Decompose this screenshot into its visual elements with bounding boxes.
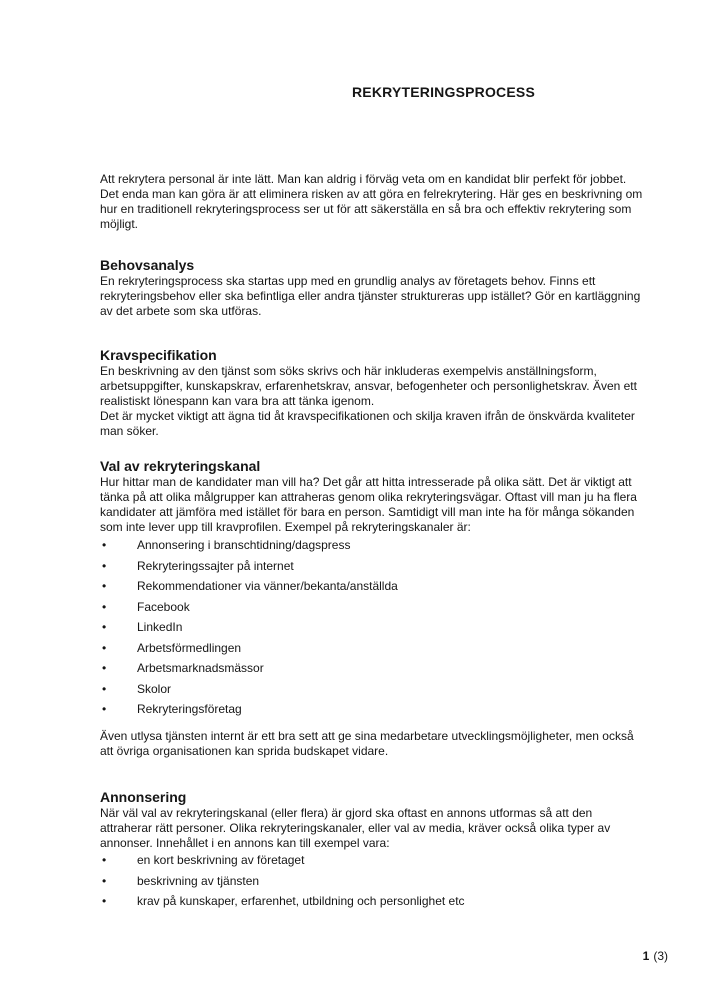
page-number-total: (3) xyxy=(653,949,668,963)
list-item-text: LinkedIn xyxy=(137,620,183,634)
list-item xyxy=(100,682,647,697)
ad-content-list xyxy=(100,853,647,915)
section-heading-behovsanalys: Behovsanalys xyxy=(100,257,195,273)
page-number xyxy=(540,949,668,964)
paragraph: En beskrivning av den tjänst som söks skrivs och här inkluderas exempelvis anställningsform, arbetsuppgifter, kunskapskrav, erfarenhetskrav, ansvar, befogenheter och personlighetskrav. Även ett realistiskt lönespann kan vara bra att tänka igenom. xyxy=(100,364,637,408)
list-item-text: Rekryteringssajter på internet xyxy=(137,558,294,573)
list-item xyxy=(100,579,647,594)
section-paragraphs xyxy=(100,364,647,439)
list-item-text: Facebook xyxy=(137,599,190,614)
list-item xyxy=(100,600,647,615)
list-item xyxy=(100,620,647,635)
section-heading-val-av-rekryteringskanal: Val av rekryteringskanal xyxy=(100,458,261,474)
section-paragraph: När väl val av rekryteringskanal (eller flera) är gjord ska oftast en annons utformas så att den attraherar rätt personer. Olika rekryteringskanaler, eller val av media, kräver också olika typer av annonser. Innehållet i en annons kan till exempel vara: xyxy=(100,806,611,850)
list-item xyxy=(100,874,647,889)
section-outro-paragraph: Även utlysa tjänsten internt är ett bra sett att ge sina medarbetare utvecklingsmöjligheter, men också att övriga organisationen kan sprida budskapet vidare. xyxy=(100,729,634,758)
list-item xyxy=(100,559,647,574)
section-heading-kravspecifikation: Kravspecifikation xyxy=(100,347,217,363)
list-item-text: Arbetsmarknadsmässor xyxy=(137,661,264,675)
intro-paragraph: Att rekrytera personal är inte lätt. Man kan aldrig i förväg veta om en kandidat blir perfekt för jobbet. Det enda man kan göra är att eliminera risken av att göra en felrekrytering. Här ges en beskrivning om hur en traditionell rekryteringsprocess ser ut för att säkerställa en så bra och effektiv rekrytering som möjligt. xyxy=(100,172,643,231)
list-item-text: Rekryteringsföretag xyxy=(137,702,242,716)
section-heading-annonsering: Annonsering xyxy=(100,789,187,805)
list-item-text: Annonsering i branschtidning/dagspress xyxy=(137,538,351,552)
list-item-text: krav på kunskaper, erfarenhet, utbildning och personlighet etc xyxy=(137,894,465,908)
paragraph: Det är mycket viktigt att ägna tid åt kravspecifikationen och skilja kraven ifrån de önskvärda kvaliteter man söker. xyxy=(100,409,635,438)
list-item xyxy=(100,641,647,656)
section-paragraph: En rekryteringsprocess ska startas upp med en grundlig analys av företagets behov. Finns ett rekryteringsbehov eller ska befintliga eller andra tjänster struktureras upp istället? Gör en kartläggning av det arbete som ska utföras. xyxy=(100,274,641,318)
section-paragraph: Hur hittar man de kandidater man vill ha? Det går att hitta intresserade på olika sätt. Det är viktigt att tänka på att olika målgrupper kan attraheras genom olika rekryteringsvägar. Oftast vill man ju ha flera kandidater att jämföra med istället för bara en person. Samtidigt vill man inte ha för många sökanden som inte lever upp till kravprofilen. Exempel på rekryteringskanaler är: xyxy=(100,475,637,534)
list-item-text: Skolor xyxy=(137,681,172,696)
list-item xyxy=(100,894,647,909)
document-title: REKRYTERINGSPROCESS xyxy=(352,84,535,100)
list-item xyxy=(100,538,647,553)
recruitment-channels-list xyxy=(100,538,647,723)
page-number-current: 1 xyxy=(642,949,650,963)
list-item-text: Arbetsförmedlingen xyxy=(137,640,242,655)
list-item xyxy=(100,661,647,676)
list-item-text: en kort beskrivning av företaget xyxy=(137,853,305,867)
list-item xyxy=(100,702,647,717)
list-item-text: Rekommendationer via vänner/bekanta/anställda xyxy=(137,579,398,593)
list-item-text: beskrivning av tjänsten xyxy=(137,873,260,888)
list-item xyxy=(100,853,647,868)
